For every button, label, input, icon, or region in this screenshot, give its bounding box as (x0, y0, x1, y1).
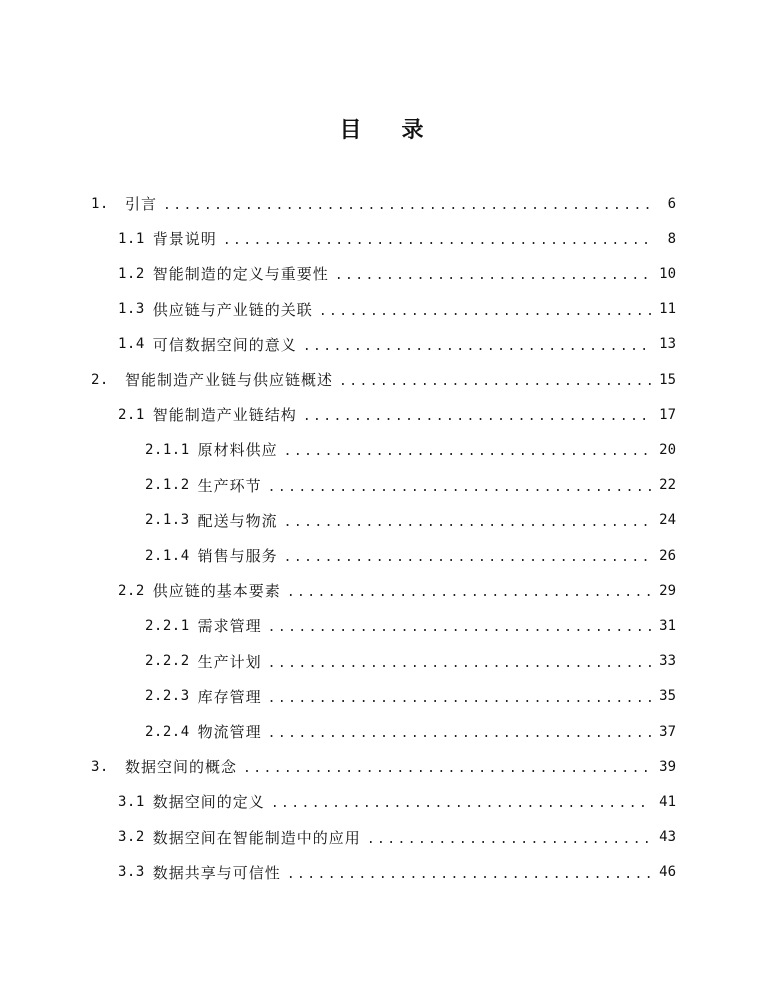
toc-entry-title: 库存管理 (197, 687, 262, 706)
toc-entry-title: 智能制造产业链与供应链概述 (125, 371, 334, 389)
toc-entry-title: 生产计划 (197, 652, 262, 671)
toc-dot-leader (268, 726, 652, 741)
toc-entry-title: 供应链与产业链的关联 (152, 300, 313, 319)
toc-entry-title: 智能制造的定义与重要性 (152, 265, 329, 284)
toc-entry[interactable] (145, 608, 676, 643)
toc-dot-leader (319, 304, 652, 319)
toc-entry-page-number: 37 (659, 723, 676, 740)
toc-entry-page-number: 33 (659, 653, 676, 670)
toc-entry-number: 2.1.4 (145, 547, 190, 564)
toc-entry-page-number: 35 (659, 688, 676, 705)
toc-entry-number: 2.2.4 (145, 723, 190, 740)
toc-entry-page-number: 20 (659, 441, 676, 458)
toc-entry[interactable] (145, 468, 676, 503)
toc-entry-number: 1.4 (118, 336, 145, 353)
toc-dot-leader (367, 832, 652, 847)
toc-entry-page-number: 22 (659, 477, 676, 494)
toc-entry-page-number: 41 (659, 793, 676, 810)
toc-dot-leader (243, 761, 652, 776)
toc-entry-page-number: 43 (659, 829, 676, 846)
toc-entry-number: 1.2 (118, 265, 145, 282)
toc-entry[interactable] (118, 820, 676, 855)
toc-entry-number: 2. (91, 371, 109, 388)
toc-dot-leader (268, 620, 652, 635)
toc-entry-number: 3.2 (118, 829, 145, 846)
toc-entry-title: 销售与服务 (197, 547, 278, 565)
toc-dot-leader (163, 198, 652, 213)
toc-dot-leader (268, 691, 652, 706)
toc-entry[interactable] (145, 503, 676, 538)
toc-dot-leader (287, 867, 652, 882)
toc-entry[interactable] (91, 749, 676, 784)
toc-entry-page-number: 13 (659, 336, 676, 353)
toc-entry-title: 可信数据空间的意义 (152, 335, 297, 354)
toc-dot-leader (335, 268, 652, 283)
toc-entry[interactable] (145, 432, 676, 467)
toc-entry-page-number: 31 (659, 617, 676, 634)
toc-dot-leader (303, 409, 652, 424)
toc-entry-number: 2.1.1 (145, 441, 190, 458)
toc-entry-number: 1.1 (118, 230, 145, 247)
toc-entry-title: 数据共享与可信性 (152, 863, 281, 882)
toc-entry[interactable] (118, 573, 676, 608)
toc-entry-title: 智能制造产业链结构 (152, 406, 297, 425)
toc-entry-page-number: 29 (659, 582, 676, 599)
toc-entry-title: 配送与物流 (197, 511, 278, 530)
toc-entry-page-number: 15 (659, 371, 676, 388)
toc-entry-page-number: 17 (659, 406, 676, 423)
page-title-right-char: 录 (401, 118, 426, 143)
toc-entry-title: 引言 (125, 195, 158, 213)
toc-dot-leader (268, 656, 652, 671)
toc-entry-page-number: 8 (667, 230, 676, 247)
toc-dot-leader (271, 796, 652, 811)
toc-entry-number: 3. (91, 758, 109, 775)
toc-entry[interactable] (145, 538, 676, 573)
toc-entry-title: 数据空间在智能制造中的应用 (152, 828, 361, 847)
toc-entry-page-number: 26 (659, 547, 676, 564)
toc-dot-leader (303, 339, 652, 354)
toc-entry-title: 数据空间的概念 (125, 758, 238, 777)
toc-entry[interactable] (118, 256, 676, 291)
toc-entry-title: 数据空间的定义 (152, 793, 265, 812)
page-title-left-char: 目 (339, 118, 364, 143)
toc-entry[interactable] (118, 327, 676, 362)
toc-entry[interactable] (145, 679, 676, 714)
toc-entry-page-number: 11 (659, 301, 676, 318)
toc-entry[interactable] (145, 644, 676, 679)
toc-entry[interactable] (91, 186, 676, 221)
toc-entry-page-number: 10 (659, 265, 676, 282)
toc-entry-number: 2.1.2 (145, 477, 190, 494)
toc-entry-title: 背景说明 (152, 230, 217, 249)
toc-entry-title: 需求管理 (197, 617, 262, 636)
toc-entry-page-number: 39 (659, 758, 676, 775)
toc-entry[interactable] (91, 362, 676, 397)
toc-dot-leader (284, 444, 652, 459)
toc-entry[interactable] (118, 292, 676, 327)
toc-entry[interactable] (145, 714, 676, 749)
toc-entry-title: 生产环节 (197, 476, 262, 495)
toc-entry-title: 物流管理 (197, 723, 262, 741)
toc-entry[interactable] (118, 784, 676, 819)
toc-entry-title: 供应链的基本要素 (152, 582, 281, 601)
toc-entry-title: 原材料供应 (197, 441, 278, 460)
toc-entry-number: 1.3 (118, 301, 145, 318)
page-title (0, 113, 765, 144)
toc-entry-number: 1. (91, 195, 109, 212)
toc-entry-number: 3.3 (118, 864, 145, 881)
toc-entry-number: 2.2 (118, 582, 145, 599)
toc-entry[interactable] (118, 397, 676, 432)
toc-entry-page-number: 24 (659, 512, 676, 529)
toc-dot-leader (223, 233, 652, 248)
toc-dot-leader (339, 374, 652, 389)
toc-entry-number: 2.1 (118, 406, 145, 423)
toc-dot-leader (284, 515, 652, 530)
toc-dot-leader (268, 480, 652, 495)
toc-entry-number: 2.1.3 (145, 512, 190, 529)
toc-entry[interactable] (118, 221, 676, 256)
toc-entry-number: 2.2.1 (145, 617, 190, 634)
toc-entry-number: 2.2.3 (145, 688, 190, 705)
toc-dot-leader (284, 550, 652, 565)
toc-entry-page-number: 6 (667, 195, 676, 212)
toc-entry[interactable] (118, 855, 676, 890)
toc-entry-number: 2.2.2 (145, 653, 190, 670)
toc-entry-page-number: 46 (659, 864, 676, 881)
toc-entry-number: 3.1 (118, 793, 145, 810)
toc-dot-leader (287, 585, 652, 600)
